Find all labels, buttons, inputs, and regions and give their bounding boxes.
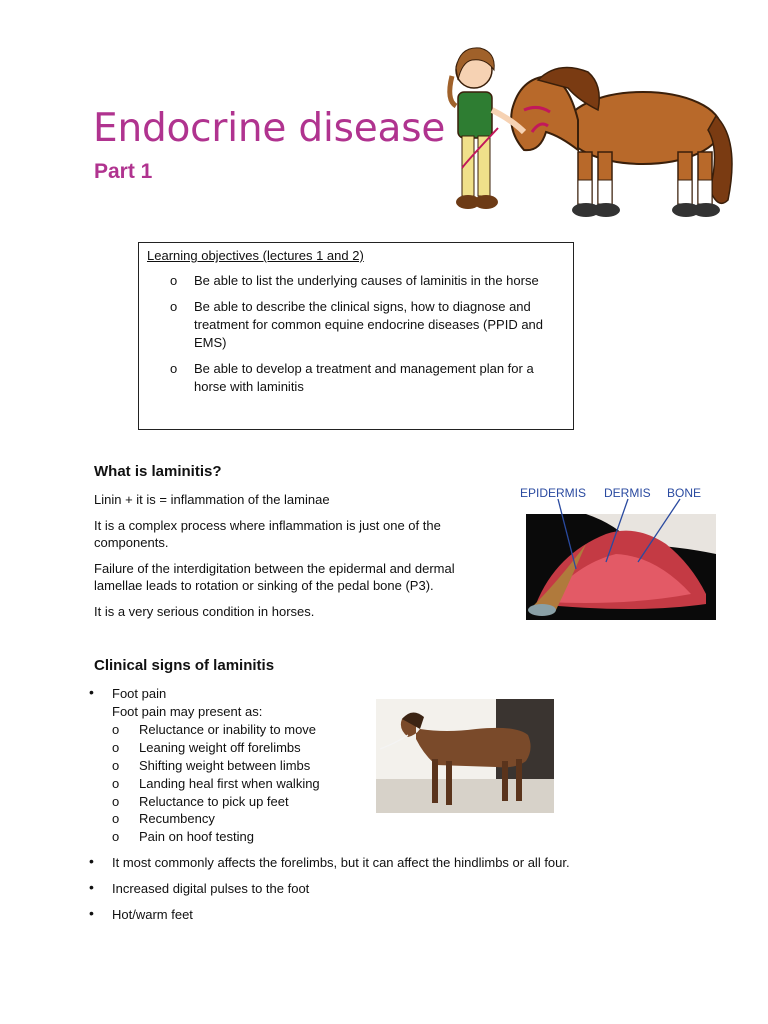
list-marker: o [112, 811, 120, 826]
section-heading-clinical-signs: Clinical signs of laminitis [94, 657, 275, 674]
sub-item-text: Pain on hoof testing [139, 829, 254, 844]
list-item [170, 298, 566, 352]
objective-text: Be able to describe the clinical signs, how to diagnose and treatment for common equine endocrine diseases (PPID and EMS) [194, 299, 544, 350]
list-item [112, 721, 316, 739]
bullet-marker: • [89, 684, 94, 700]
bullet-subtext: Foot pain may present as: [112, 704, 263, 719]
list-item [112, 739, 301, 757]
list-item [170, 360, 566, 396]
hoof-cross-section-figure [516, 484, 718, 624]
bullet-text: Foot pain [112, 686, 167, 701]
list-item [170, 272, 566, 290]
bullet-marker: • [89, 905, 94, 921]
sub-item-text: Shifting weight between limbs [139, 758, 311, 773]
bullet-marker: • [89, 879, 94, 895]
sub-item-text: Recumbency [139, 811, 215, 826]
list-marker: o [112, 829, 120, 844]
paragraph: It is a complex process where inflammation is just one of the components. [94, 518, 441, 550]
list-item [112, 775, 320, 793]
list-marker: o [112, 740, 120, 755]
sub-item-text: Reluctance or inability to move [139, 722, 317, 737]
list-item [112, 828, 254, 846]
page-subtitle: Part 1 [94, 160, 153, 183]
sub-item-text: Reluctance to pick up feet [139, 794, 289, 809]
bullet-text: Hot/warm feet [112, 907, 193, 922]
list-item [112, 810, 215, 828]
section-heading-what-is-laminitis: What is laminitis? [94, 463, 222, 480]
paragraph: Failure of the interdigitation between the epidermal and dermal lamellae leads to rotation or sinking of the pedal bone (P3). [94, 561, 455, 593]
sub-item-text: Landing heal first when walking [139, 776, 320, 791]
paragraph: It is a very serious condition in horses. [94, 604, 315, 619]
sub-item-text: Leaning weight off forelimbs [139, 740, 301, 755]
paragraph: Linin + it is = inflammation of the laminae [94, 492, 330, 507]
objective-text: Be able to list the underlying causes of laminitis in the horse [194, 273, 539, 288]
list-marker: o [170, 361, 178, 376]
list-marker: o [170, 299, 178, 314]
dermis-label: DERMIS [604, 486, 651, 500]
list-marker: o [112, 722, 120, 737]
girl-with-pony-illustration [428, 40, 748, 225]
list-marker: o [112, 794, 120, 809]
bullet-marker: • [89, 853, 94, 869]
list-marker: o [112, 758, 120, 773]
list-item [112, 793, 289, 811]
hoof-cross-section-image [516, 484, 718, 624]
bone-label: BONE [667, 486, 702, 500]
epidermis-label: EPIDERMIS [520, 486, 587, 500]
bullet-text: Increased digital pulses to the foot [112, 881, 310, 896]
learning-objectives-box [138, 242, 574, 430]
objectives-list [170, 272, 566, 404]
laminitic-horse-photo [376, 699, 554, 813]
list-marker: o [170, 273, 178, 288]
objective-text: Be able to develop a treatment and management plan for a horse with laminitis [194, 361, 534, 394]
objectives-heading: Learning objectives (lectures 1 and 2) [147, 248, 364, 263]
bullet-text: It most commonly affects the forelimbs, but it can affect the hindlimbs or all four. [112, 855, 570, 870]
list-marker: o [112, 776, 120, 791]
page-title: Endocrine disease [93, 106, 446, 151]
list-item [112, 757, 310, 775]
